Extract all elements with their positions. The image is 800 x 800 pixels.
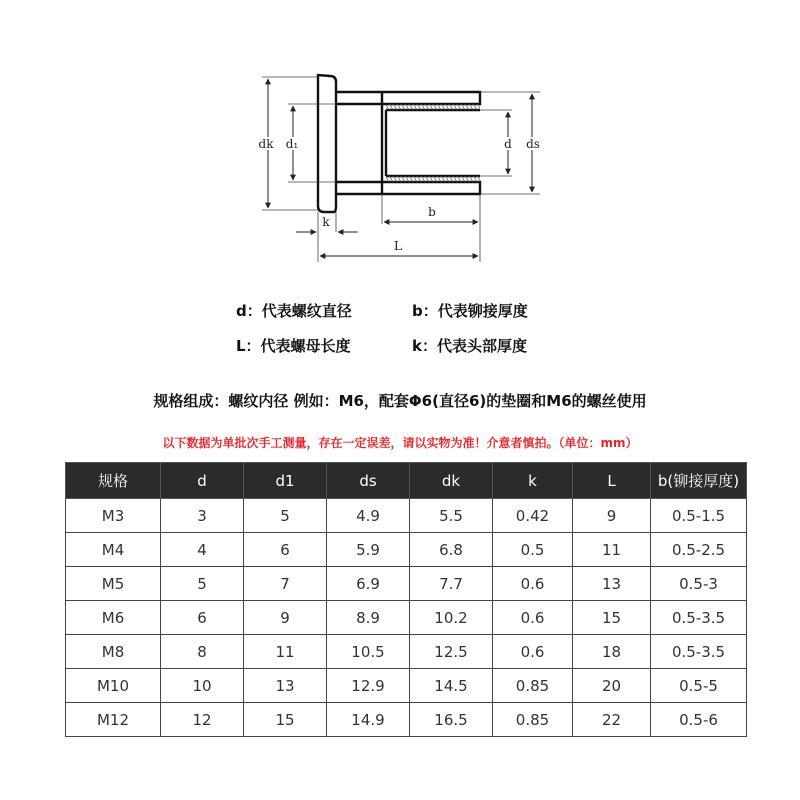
header-d1: d1: [244, 463, 327, 499]
table-cell: 13: [244, 669, 327, 703]
spec-table: [65, 462, 747, 737]
table-cell: 0.42: [493, 499, 573, 533]
table-cell: 0.6: [493, 567, 573, 601]
table-cell: 0.5-1.5: [651, 499, 747, 533]
table-cell: 8.9: [327, 601, 410, 635]
table-cell: 0.6: [493, 601, 573, 635]
label-dk: dk: [258, 137, 274, 151]
table-cell: 6: [244, 533, 327, 567]
table-row: [66, 499, 747, 533]
table-cell: 0.6: [493, 635, 573, 669]
table-cell: 0.5-2.5: [651, 533, 747, 567]
table-cell: 5: [161, 567, 244, 601]
label-d1: d₁: [285, 137, 299, 151]
table-header-row: [66, 463, 747, 499]
table-cell: 12.5: [410, 635, 493, 669]
table-cell: 20: [573, 669, 651, 703]
table-cell: M6: [66, 601, 161, 635]
table-cell: 10.5: [327, 635, 410, 669]
table-cell: M4: [66, 533, 161, 567]
table-cell: 4: [161, 533, 244, 567]
header-L: L: [573, 463, 651, 499]
table-cell: 4.9: [327, 499, 410, 533]
table-cell: 11: [573, 533, 651, 567]
table-cell: 6.8: [410, 533, 493, 567]
table-cell: 0.5-5: [651, 669, 747, 703]
rivet-nut-diagram: [0, 0, 800, 280]
table-cell: 0.5: [493, 533, 573, 567]
thread-top: [386, 104, 480, 110]
table-cell: 5.9: [327, 533, 410, 567]
table-cell: M8: [66, 635, 161, 669]
header-k: k: [493, 463, 573, 499]
legend-L: L：代表螺母长度: [236, 337, 351, 355]
table-cell: 12.9: [327, 669, 410, 703]
measurement-notice: 以下数据为单批次手工测量，存在一定误差，请以实物为准！介意者慎拍。（单位：mm）: [162, 436, 638, 450]
table-cell: 6.9: [327, 567, 410, 601]
legend-b: b：代表铆接厚度: [412, 302, 528, 320]
table-cell: 6: [161, 601, 244, 635]
label-b: b: [428, 205, 436, 219]
header-d: d: [161, 463, 244, 499]
table-cell: 0.85: [493, 669, 573, 703]
table-cell: 18: [573, 635, 651, 669]
legend-d: d：代表螺纹直径: [236, 302, 352, 320]
table-cell: 0.5-3.5: [651, 635, 747, 669]
table-cell: 22: [573, 703, 651, 737]
table-cell: M5: [66, 567, 161, 601]
table-cell: 0.5-3: [651, 567, 747, 601]
table-cell: 14.9: [327, 703, 410, 737]
thread-bottom: [386, 176, 480, 182]
table-row: [66, 669, 747, 703]
spec-composition-line: 规格组成：螺纹内径 例如：M6，配套Φ6(直径6)的垫圈和M6的螺丝使用: [153, 392, 647, 410]
table-cell: 12: [161, 703, 244, 737]
table-cell: 16.5: [410, 703, 493, 737]
table-cell: 9: [244, 601, 327, 635]
legend-k: k：代表头部厚度: [412, 337, 527, 355]
table-cell: 10: [161, 669, 244, 703]
table-cell: 15: [244, 703, 327, 737]
header-spec: 规格: [66, 463, 161, 499]
table-cell: 0.5-3.5: [651, 601, 747, 635]
header-b: b(铆接厚度): [651, 463, 747, 499]
table-cell: 5: [244, 499, 327, 533]
table-cell: 7: [244, 567, 327, 601]
nut-body: [318, 75, 480, 212]
table-cell: 14.5: [410, 669, 493, 703]
label-d: d: [504, 137, 512, 151]
table-cell: 8: [161, 635, 244, 669]
table-row: [66, 533, 747, 567]
table-row: [66, 703, 747, 737]
table-row: [66, 601, 747, 635]
table-cell: 3: [161, 499, 244, 533]
table-cell: 7.7: [410, 567, 493, 601]
table-cell: M12: [66, 703, 161, 737]
table-cell: 5.5: [410, 499, 493, 533]
table-cell: 13: [573, 567, 651, 601]
table-cell: 0.5-6: [651, 703, 747, 737]
table-cell: 10.2: [410, 601, 493, 635]
label-k: k: [322, 215, 330, 229]
table-cell: 9: [573, 499, 651, 533]
label-ds: ds: [526, 137, 540, 151]
label-L: L: [394, 239, 402, 253]
table-cell: M10: [66, 669, 161, 703]
table-row: [66, 635, 747, 669]
table-cell: 0.85: [493, 703, 573, 737]
table-cell: 15: [573, 601, 651, 635]
header-ds: ds: [327, 463, 410, 499]
table-cell: 11: [244, 635, 327, 669]
table-cell: M3: [66, 499, 161, 533]
header-dk: dk: [410, 463, 493, 499]
table-row: [66, 567, 747, 601]
